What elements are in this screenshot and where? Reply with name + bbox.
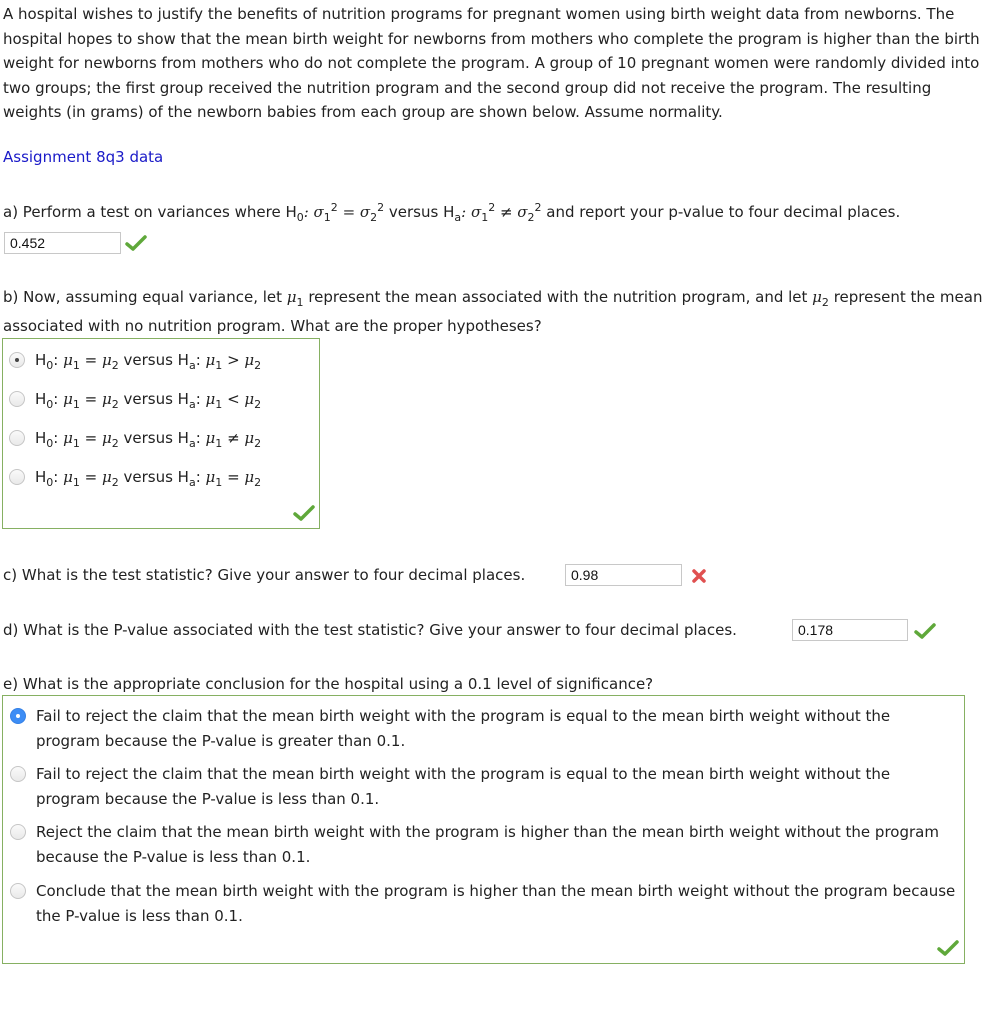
sigma-2-ha-sq: 2 — [534, 201, 542, 214]
sigma-1-ha-sq: 2 — [488, 201, 496, 214]
sigma-2: = σ — [337, 203, 371, 221]
assignment-data-link[interactable]: Assignment 8q3 data — [3, 148, 164, 166]
radio-button[interactable] — [9, 430, 25, 446]
part-e-option-1[interactable] — [10, 704, 956, 754]
part-d-question: d) What is the P-value associated with the test statistic? Give your answer to four decimal places. — [3, 621, 737, 639]
mu-1-sub: 1 — [296, 296, 304, 309]
option-text: Fail to reject the claim that the mean birth weight with the program is equal to the mean birth weight without the program because the P-value is greater than 0.1. — [36, 707, 891, 750]
part-b-question — [3, 283, 988, 341]
radio-button[interactable] — [9, 469, 25, 485]
part-b-options-box — [2, 338, 320, 529]
sigma-1: : σ — [303, 203, 324, 221]
part-e-question: e) What is the appropriate conclusion for the hospital using a 0.1 level of significance? — [3, 675, 654, 693]
option-text: Reject the claim that the mean birth weight with the program is higher than the mean birth weight without the program because the P-value is less than 0.1. — [36, 823, 939, 866]
part-d-answer-input[interactable] — [792, 619, 908, 641]
part-a-suffix: and report your p-value to four decimal places. — [541, 203, 901, 221]
part-b-option-4[interactable] — [9, 465, 261, 489]
part-a-question — [3, 200, 900, 224]
versus: versus H — [384, 203, 455, 221]
sigma-1-sub: 1 — [323, 211, 331, 224]
radio-button[interactable] — [10, 824, 26, 840]
part-c-question: c) What is the test statistic? Give your answer to four decimal places. — [3, 566, 526, 584]
part-e-option-3[interactable] — [10, 820, 956, 870]
part-e-options-box — [2, 695, 965, 964]
part-b-q1: b) Now, assuming equal variance, let — [3, 288, 287, 306]
sigma-2-ha: ≠ σ — [495, 203, 528, 221]
part-b-option-3[interactable] — [9, 426, 261, 450]
radio-button-selected[interactable] — [9, 352, 25, 368]
radio-button-selected[interactable] — [10, 708, 26, 724]
part-c-answer-input[interactable] — [565, 564, 682, 586]
sigma-2-ha-sub: 2 — [527, 211, 535, 224]
mu-2-sub: 2 — [821, 296, 829, 309]
sigma-1-ha-sub: 1 — [481, 211, 489, 224]
option-text: Fail to reject the claim that the mean birth weight with the program is equal to the mean birth weight without the program because the P-value is less than 0.1. — [36, 765, 891, 808]
problem-statement: A hospital wishes to justify the benefits of nutrition programs for pregnant women using birth weight data from newborns. The hospital hopes to show that the mean birth weight for newborns from mothers who complete the program is higher than the birth weight for newborns from mothers who do not complete the program. A group of 10 pregnant women were randomly divided into two groups; the first group received the nutrition program and the second group did not receive the program. The resulting weights (in grams) of the newborn babies from each group are shown below. Assume normality. — [3, 5, 980, 121]
option-text: $H_0$: $\mu_1 = \mu_2$ versus $H_a$: $\mu_1 \ne \mu_2$ — [35, 429, 262, 450]
option-text: $H_0$: $\mu_1 = \mu_2$ versus $H_a$: $\mu_1 = \mu_2$ — [35, 468, 262, 489]
correct-check-icon — [293, 504, 315, 522]
sigma-2-sq: 2 — [377, 201, 385, 214]
correct-check-icon — [914, 622, 936, 640]
sigma-1-sq: 2 — [330, 201, 338, 214]
option-text: Conclude that the mean birth weight with the program is higher than the mean birth weight without the program because the P-value is less than 0.1. — [36, 882, 956, 925]
radio-button[interactable] — [10, 883, 26, 899]
part-e-option-4[interactable] — [10, 879, 956, 929]
part-b-option-1[interactable] — [9, 348, 261, 372]
part-b-q3: represent the mean associated with no nutrition program. What are the proper hypotheses? — [3, 288, 983, 335]
mu-2: μ — [812, 288, 822, 306]
option-text: $H_0$: $\mu_1 = \mu_2$ versus $H_a$: $\mu_1 > \mu_2$ — [35, 351, 262, 372]
part-e-option-2[interactable] — [10, 762, 956, 812]
h0-subscript: 0 — [296, 211, 304, 224]
part-b-option-2[interactable] — [9, 387, 261, 411]
option-text: $H_0$: $\mu_1 = \mu_2$ versus $H_a$: $\mu_1 < \mu_2$ — [35, 390, 262, 411]
sigma-1-ha: : σ — [461, 203, 482, 221]
correct-check-icon — [937, 939, 959, 957]
sigma-2-sub: 2 — [370, 211, 378, 224]
ha-subscript: a — [454, 211, 462, 224]
incorrect-x-icon — [691, 568, 707, 584]
correct-check-icon — [125, 234, 147, 252]
radio-button[interactable] — [9, 391, 25, 407]
radio-button[interactable] — [10, 766, 26, 782]
part-a-answer-input[interactable] — [4, 232, 121, 254]
part-a-prefix: a) Perform a test on variances where H — [3, 203, 297, 221]
mu-1: μ — [286, 288, 297, 306]
part-b-q2: represent the mean associated with the nutrition program, and let — [303, 288, 813, 306]
